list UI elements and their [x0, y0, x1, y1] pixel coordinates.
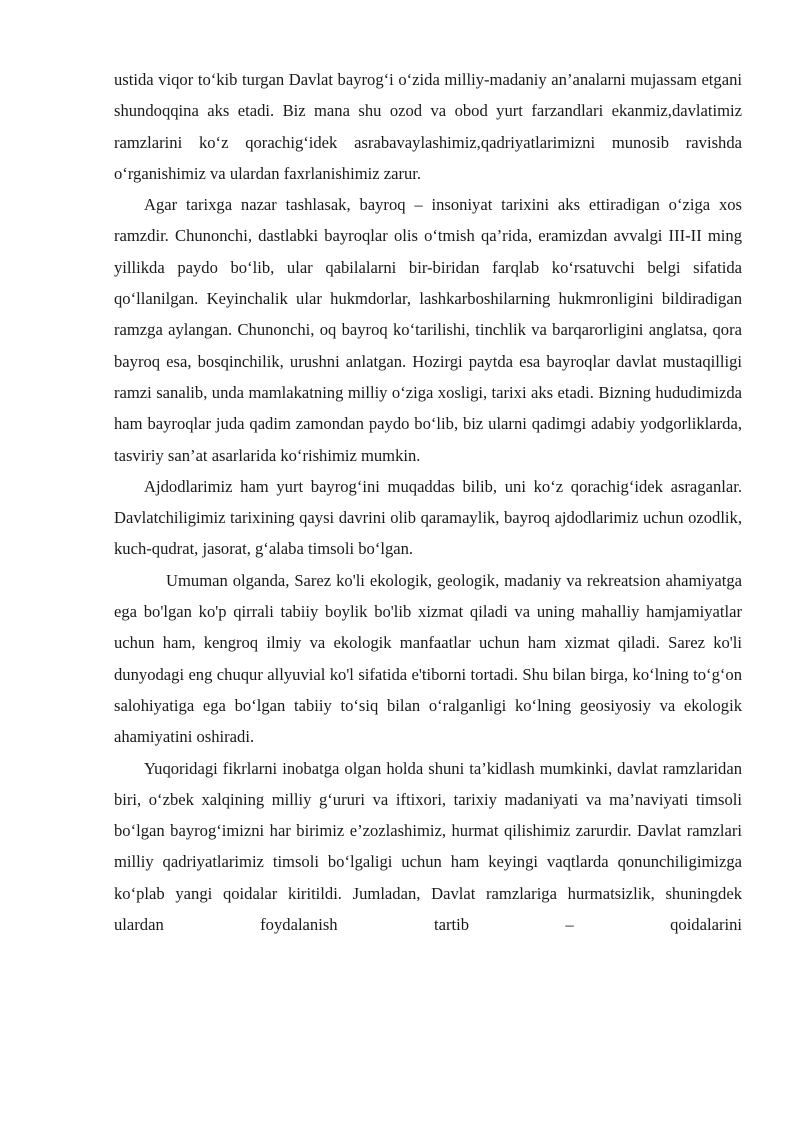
paragraph-5: Yuqoridagi fikrlarni inobatga olgan holda shuni ta’kidlash mumkinki, davlat ramzlaridan biri, o‘zbek xalqining milliy g‘ururi va iftixori, tarixiy madaniyati va ma’naviyati timsoli bo‘lgan bayrog‘imizni har birimiz e’zozlashimiz, hurmat qilishimiz zarurdir. Davlat ramzlari milliy qadriyatlarimiz timsoli bo‘lgaligi uchun ham keyingi vaqtlarda qonunchiligimizga ko‘plab yangi qoidalar kiritildi. Jumladan, Davlat ramzlariga hurmatsizlik, shuningdek ulardan foydalanish tartib – qoidalarini	[114, 758, 742, 935]
paragraph-3: Ajdodlarimiz ham yurt bayrog‘ini muqaddas bilib, uni ko‘z qorachig‘idek asraganlar. Davlatchiligimiz tarixining qaysi davrini olib qaramaylik, bayroq ajdodlarimiz uchun ozodlik, kuch-qudrat, jasorat, g‘alaba timsoli bo‘lgan.	[114, 476, 742, 559]
paragraph-1: ustida viqor to‘kib turgan Davlat bayrog‘i o‘zida milliy-madaniy an’analarni mujassam etgani shundoqqina aks etadi. Biz mana shu ozod va obod yurt farzandlari ekanmiz,davlatimiz ramzlarini ko‘z qorachig‘idek asrabavaylashimiz,qadriyatlarimizni munosib ravishda o‘rganishimiz va ulardan faxrlanishimiz zarur.	[114, 70, 742, 183]
document-page	[114, 64, 742, 940]
paragraph-2: Agar tarixga nazar tashlasak, bayroq – insoniyat tarixini aks ettiradigan o‘ziga xos ramzdir. Chunonchi, dastlabki bayroqlar olis o‘tmish qa’rida, eramizdan avvalgi III-II ming yillikda paydo bo‘lib, ular qabilalarni bir-biridan farqlab ko‘rsatuvchi belgi sifatida qo‘llanilgan. Keyinchalik ular hukmdorlar, lashkarboshilarning hukmronligini bildiradigan ramzga aylangan. Chunonchi, oq bayroq ko‘tarilishi, tinchlik va barqarorligini anglatsa, qora bayroq esa, bosqinchilik, urushni anlatgan. Hozirgi paytda esa bayroqlar davlat mustaqilligi ramzi sanalib, unda mamlakatning milliy o‘ziga xosligi, tarixi aks etadi. Bizning hududimizda ham bayroqlar juda qadim zamondan paydo bo‘lib, biz ularni qadimgi adabiy yodgorliklarda, tasviriy san’at asarlarida ko‘rishimiz mumkin.	[114, 195, 742, 465]
paragraph-4: Umuman olganda, Sarez ko'li ekologik, geologik, madaniy va rekreatsion ahamiyatga ega bo'lgan ko'p qirrali tabiiy boylik bo'lib xizmat qiladi va uning mahalliy hamjamiyatlar uchun ham, kengroq ilmiy va ekologik manfaatlar uchun ham xizmat qiladi. Sarez ko'li dunyodagi eng chuqur allyuvial ko'l sifatida e'tiborni tortadi. Shu bilan birga, ko‘lning to‘g‘on salohiyatiga ega bo‘lgan tabiiy to‘siq bilan o‘ralganligi ko‘lning geosiyosiy va ekologik ahamiyatini oshiradi.	[114, 570, 742, 747]
